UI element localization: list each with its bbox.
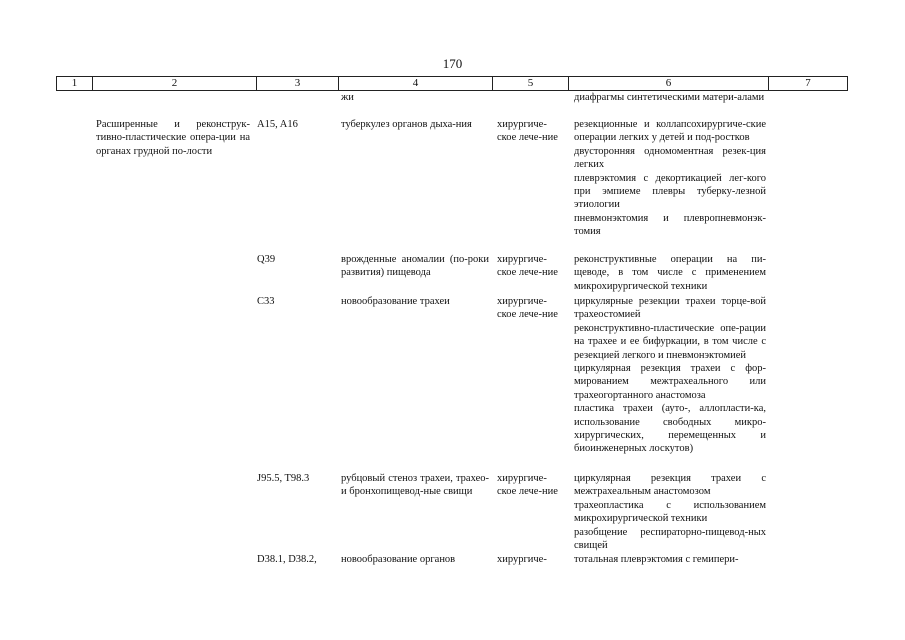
column-header-1: 1 xyxy=(56,77,93,90)
table-cell-icd-code: Q39 xyxy=(257,254,276,265)
table-cell-treatment-model: хирургиче-ское лече-ние xyxy=(497,296,558,321)
table-cell-treatment xyxy=(574,295,766,456)
treatment-item: разобщение респираторно-пищевод-ных свищей xyxy=(574,526,766,552)
treatment-item: реконструктивные операции на пи-щеводе, в том числе с применением микрохирургической техники xyxy=(574,254,766,292)
column-header-4: 4 xyxy=(339,77,493,90)
table-body xyxy=(56,91,848,631)
treatment-item: реконструктивно-пластические опе-рации на трахее и ее бифуркации, в том числе с резекцией легкого и пневмонэктомией xyxy=(574,322,766,361)
table-cell-care-type: Расширенные и реконструк-тивно-пластические опера-ции на органах грудной по-лости xyxy=(96,119,250,157)
table-cell-treatment xyxy=(574,553,766,566)
table-cell-icd-code: D38.1, D38.2, xyxy=(257,554,317,565)
table-cell-diagnosis: туберкулез органов дыха-ния xyxy=(341,119,472,130)
treatment-item: тотальная плеврэктомия с гемипери- xyxy=(574,554,739,565)
table-cell-diagnosis: новообразование органов xyxy=(341,554,456,565)
treatment-item: плеврэктомия с декортикацией лег-кого при эмпиеме плевры туберку-лезной этиологии xyxy=(574,172,766,211)
table-cell-diagnosis: новообразование трахеи xyxy=(341,296,450,307)
treatment-item: резекционные и коллапсохирургиче-ские операции легких у детей и под-ростков xyxy=(574,119,766,144)
table-cell-diagnosis: жи xyxy=(341,92,354,103)
column-header-3: 3 xyxy=(257,77,339,90)
treatment-item: пневмонэктомия и плевропневмонэк-томия xyxy=(574,212,766,238)
treatment-item: пластика трахеи (ауто-, аллопласти-ка, использование свободных микро-хирургических, перемещенных и биоинженерных лоскутов) xyxy=(574,403,766,455)
table-cell-treatment-model: хирургиче-ское лече-ние xyxy=(497,473,558,498)
treatment-item: трахеопластика с использованием микрохирургической техники xyxy=(574,499,766,525)
table-cell-diagnosis: рубцовый стеноз трахеи, трахео- и бронхопищевод-ные свищи xyxy=(341,473,489,498)
table-cell-treatment-model: хирургиче-ское лече-ние xyxy=(497,254,558,279)
column-header-7: 7 xyxy=(769,77,848,90)
table-cell-treatment-model: хирургиче-ское лече-ние xyxy=(497,119,558,144)
table-cell-treatment-model: хирургиче- xyxy=(497,554,547,565)
treatment-item: диафрагмы синтетическими матери-алами xyxy=(574,92,765,103)
treatment-item: циркулярная резекция трахеи с межтрахеальным анастомозом xyxy=(574,473,766,498)
table-cell-icd-code: J95.5, T98.3 xyxy=(257,473,310,484)
table-cell-treatment xyxy=(574,118,766,239)
column-header-5: 5 xyxy=(493,77,569,90)
table-cell-icd-code: C33 xyxy=(257,296,275,307)
column-header-2: 2 xyxy=(93,77,257,90)
table-header-row xyxy=(56,76,848,91)
table-cell-treatment xyxy=(574,472,766,552)
table-cell-treatment xyxy=(574,253,766,293)
table-cell-diagnosis: врожденные аномалии (по-роки развития) пищевода xyxy=(341,254,489,279)
table-cell-treatment xyxy=(574,91,766,104)
page-number: 170 xyxy=(442,56,463,71)
treatment-item: циркулярная резекция трахеи с фор-мированием межтрахеального или трахеогортанного анастомоза xyxy=(574,363,766,401)
table-cell-icd-code: A15, A16 xyxy=(257,119,298,130)
treatment-item: циркулярные резекции трахеи торце-вой трахеостомией xyxy=(574,296,766,321)
column-header-6: 6 xyxy=(569,77,769,90)
treatment-item: двусторонняя одномоментная резек-ция легких xyxy=(574,145,766,171)
